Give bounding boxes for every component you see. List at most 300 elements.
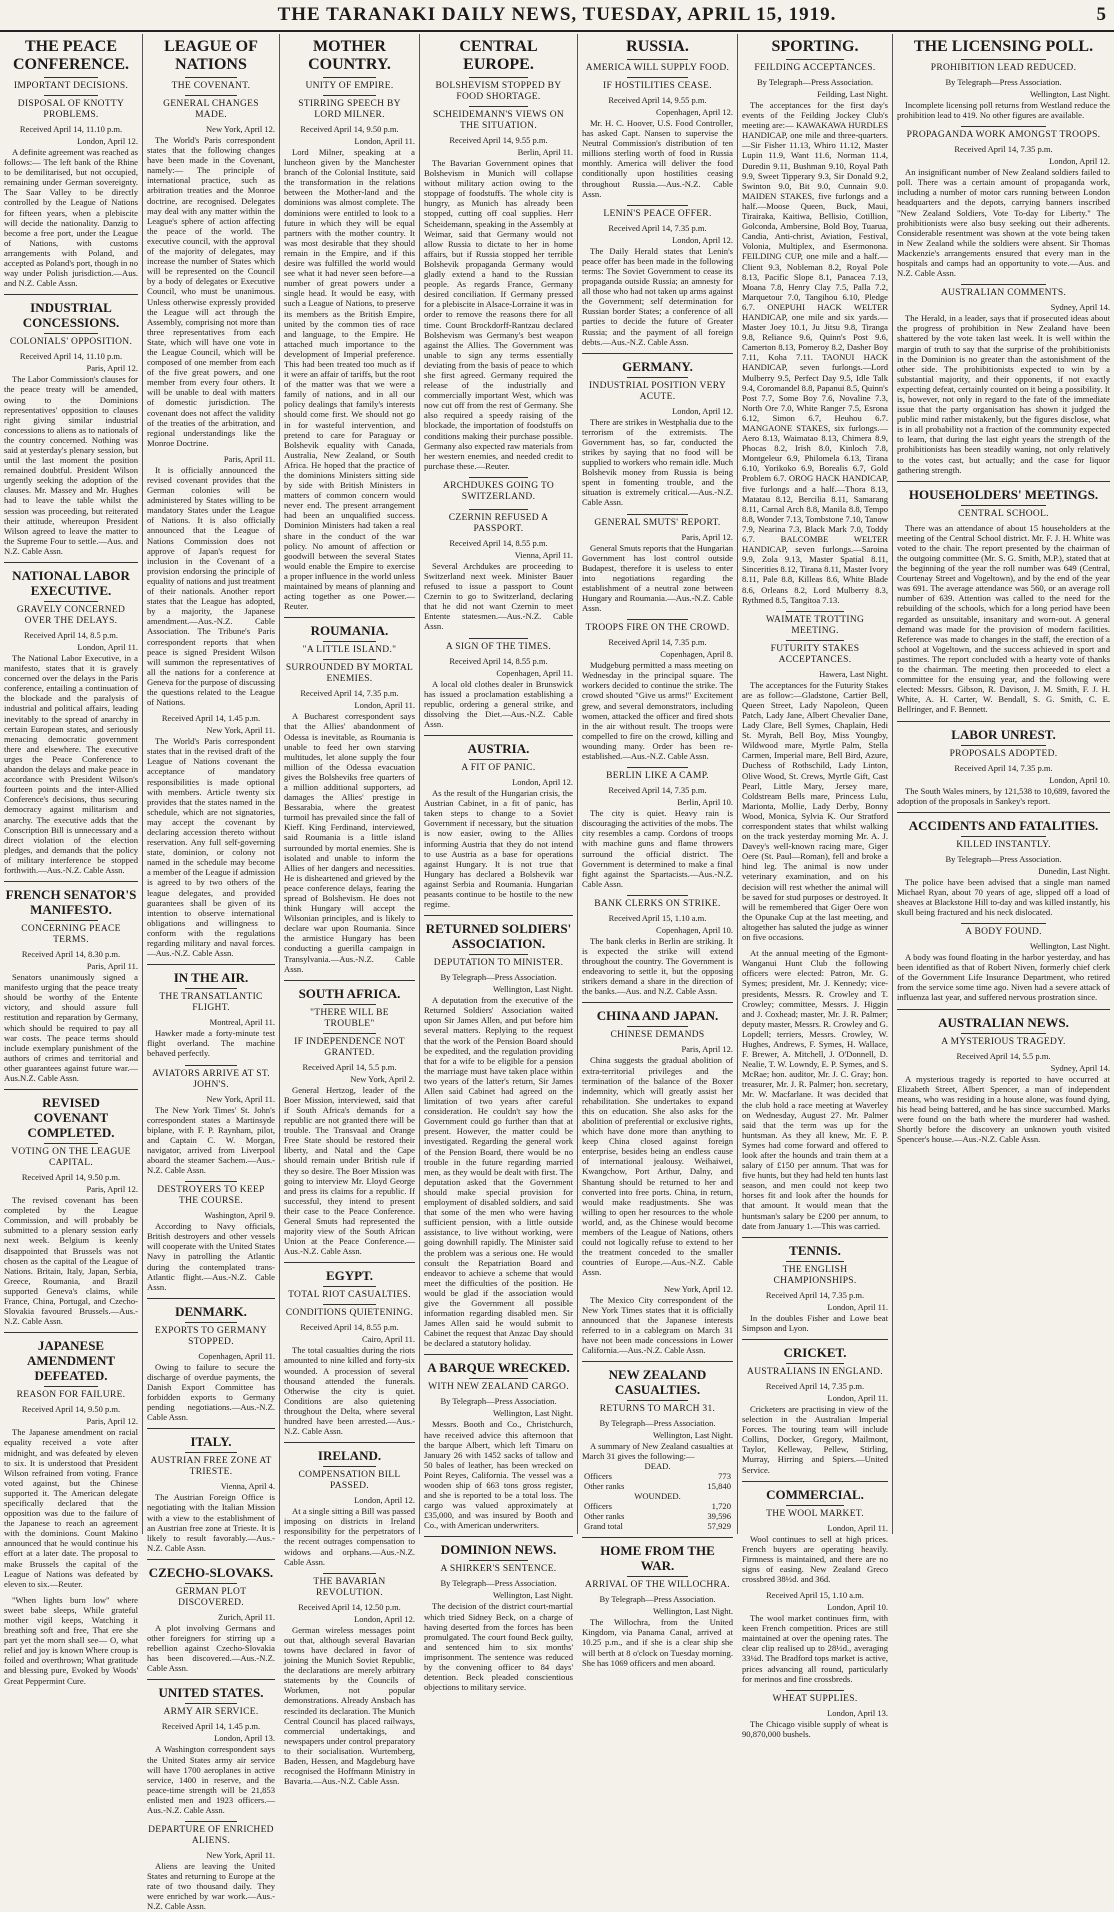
column-1 xyxy=(0,34,143,1686)
article-body: The Austrian Foreign Office is negotiating with the Italian Mission with a view to the establishment of an Austrian free zone at Trieste. It is likely to result favorably.—Aus.-N.Z. Cable Assn. xyxy=(147,1492,275,1553)
article-place: Sydney, April 14. xyxy=(1050,302,1110,313)
article-subhead: DEPUTATION TO MINISTER. xyxy=(433,958,564,969)
casualty-group-row xyxy=(582,1491,733,1501)
masthead-title: THE TARANAKI DAILY NEWS, TUESDAY, APRIL 15, 1919. xyxy=(277,4,837,25)
article-place: Copenhagen, April 11. xyxy=(198,1350,275,1361)
article-place: Zurich, April 11. xyxy=(218,1611,275,1622)
section-divider xyxy=(582,1361,733,1362)
article-headline: HOUSEHOLDERS' MEETINGS. xyxy=(908,486,1099,502)
rule-divider xyxy=(786,1261,844,1262)
article-subhead: PROHIBITION LEAD REDUCED. xyxy=(930,63,1077,73)
article-subhead: RETURNS TO MARCH 31. xyxy=(599,1404,716,1415)
article-place: Wellington, Last Night. xyxy=(1029,941,1110,952)
article-body: The World's Paris correspondent states that in the revised draft of the League of Nations covenant the acceptance of mandatory responsibilities is made optional with members. Article twenty six provides that the states named in the schedule, which are not signatories, may accept the covenant by declaring accession thereto without reservation. Any full self-governing state, dominion, or colony not named in the schedule may become a member of the League if admission is agreed to by two others of the league delegates, and provided guarantees shall be given of its intention to observe international obligations and willingness to conform with the regulations regarding military and naval forces.—Aus.-N.Z. Cable Assn. xyxy=(147,736,275,959)
article-subhead: SURROUNDED BY MORTAL ENEMIES. xyxy=(285,663,414,685)
casualty-row xyxy=(582,1471,733,1481)
article xyxy=(742,611,888,942)
column-6 xyxy=(738,34,893,1739)
article-subhead: TOTAL RIOT CASUALTIES. xyxy=(288,1290,411,1301)
article-headline: RETURNED SOLDIERS' ASSOCIATION. xyxy=(425,921,572,952)
article-headline: DOMINION NEWS. xyxy=(440,1542,557,1558)
article xyxy=(582,895,733,997)
article xyxy=(284,980,415,1257)
article-subhead: AUSTRALIANS IN ENGLAND. xyxy=(747,1366,883,1377)
article-subhead: GRAVELY CONCERNED OVER THE DELAYS. xyxy=(16,605,126,626)
article-body: Aliens are leaving the United States and returning to Europe at the rate of two thousand daily. They were enriched by war work.—Aus.-N.Z. Cable Assn. xyxy=(147,1861,275,1912)
rule-divider xyxy=(961,505,1046,506)
article-body: At the annual meeting of the Egmont-Wanganui Hunt Club the following officers were elected: Patron, Mr. G. Symes; president, Mr. J. Kennedy; vice-presidents, Messrs. R. Crowley and T. Crowley; committee, Messrs. J. Higgin and J. Coxhead; master, Mr. J. R. Palmer; deputy master, Messrs. R. Crowley and G. Lopdell; terriers, Messrs. Crowley, W. Hughes, Andrews, F. Symes, H. Wallace, F. Brewer, A. Mitchell, J. O'Donnell, D. Nealie, T. W. Lowndy, E. P. Symes, and S. McRae; hon. auditor, Mr. J. C. Gray; hon. treasurer, Mr. J. R. Palmer; hon. secretary, Mr. W. Macfarlane. It was decided that the club hold a race meeting at Waverley on Wednesday, August 27. Mr. Palmer said that the term was up for the huntsman. As they all knew, Mr. F. P. Symes had come forward and offered to look after the hounds and train them at a salary of £150 per annum. That was for five hunts, but they had held ten hunts last season, and men could not keep two horses fit and look after the hounds for that amount. It would mean that the huntsman's salary be £200 per annum, to date from January 1.—This was carried. xyxy=(742,948,888,1231)
rule-divider xyxy=(323,1033,375,1034)
article xyxy=(582,619,733,761)
rule-divider xyxy=(469,509,529,510)
article-subhead: REASON FOR FAILURE. xyxy=(16,1390,126,1401)
section-divider xyxy=(742,1237,888,1238)
article xyxy=(424,638,573,729)
article-headline: COMMERCIAL. xyxy=(766,1486,864,1502)
article xyxy=(897,923,1110,1002)
section-divider xyxy=(4,1089,138,1090)
article-place: Wellington, Last Night. xyxy=(652,1606,733,1617)
article-place: London, April 12. xyxy=(354,1495,415,1506)
article-body: The Chicago visible supply of wheat is 90,870,000 bushels. xyxy=(742,1718,888,1739)
article-headline: ITALY. xyxy=(190,1434,232,1450)
article xyxy=(424,477,573,503)
article xyxy=(4,881,138,1083)
article-subhead: AVIATORS ARRIVE AT ST. JOHN'S. xyxy=(152,1068,270,1090)
article-place: London, April 12. xyxy=(1049,156,1110,167)
article-dateline: Received April 14, 8.5 p.m. xyxy=(24,630,118,640)
article-place: Copenhagen, April 12. xyxy=(656,107,733,117)
article xyxy=(582,38,733,199)
section-divider xyxy=(147,1428,275,1429)
article-place: London, April 12. xyxy=(672,234,733,245)
article-body: Incomplete licensing poll returns from Westland reduce the prohibition lead to 419. No other figures are available. xyxy=(897,100,1110,121)
article-dateline: Received April 14, 7.35 p.m. xyxy=(300,688,399,699)
casualty-value: 15,840 xyxy=(707,1481,731,1492)
article-body: Mudgeburg permitted a mass meeting on Wednesday in the principal square. The workers decided to continue the strike. The crowd shouted "Give us arms!" Excitement grew, and several demonstrators, including women, attacked the officer and fired shots in the air without result. The troops were compelled to fire on the crowd, killing and wounding many. Order has been re-established.—Aus.-N.Z. Cable Assn. xyxy=(582,660,733,762)
article-subhead: SCHEIDEMANN'S VIEWS ON THE SITUATION. xyxy=(432,110,565,131)
article-dateline: Received April 14, 8.55 p.m. xyxy=(449,537,548,548)
article-headline: THE PEACE CONFERENCE. xyxy=(12,38,129,73)
article xyxy=(147,964,275,1058)
rule-divider xyxy=(627,59,687,60)
article-headline: TENNIS. xyxy=(789,1242,841,1258)
article-body: The decision of the district court-martial which tried Sidney Beck, on a charge of having deserted from the forces has been promulgated. The court found Beck guilty, and sentenced him to six months' imprisonment. The sentence was reduced by the convening officer to 84 days' detention. Beck pleaded conscientious objections to military service. xyxy=(424,1601,573,1693)
article-place: Paris, April 12. xyxy=(86,1416,138,1427)
article-body: The Labor Commission's clauses for the peace treaty will be amended, owing to the Dominions representatives' opposition to clauses right giving similar industrial concessions to aliens as to nationals of the country concerned. Nothing was said at yesterday's plenary session, but until the last moment the position remained doubtful. President Wilson urgently seeking the adoption of the clauses. Mr. Massey and Mr. Hughes had to leave the table whilst the session was proceeding, but reiterated their attitude, whereupon President Wilson agreed to leave the matter to the Supreme Four to settle.—Aus. and N.Z. Cable Assn. xyxy=(4,374,138,556)
article-place: London, April 12. xyxy=(672,405,733,416)
article-body: Mr. H. C. Hoover, U.S. Food Controller, has asked Capt. Nansen to supervise the Neutral Commission's distribution of ten millions sterling worth of food in Russia monthly. America will deliver the food conditionally upon hostilities ceasing throughout Russia.—Aus.-N.Z. Cable Assn. xyxy=(582,118,733,199)
article-subhead: THE BAVARIAN REVOLUTION. xyxy=(313,1576,386,1598)
article-place: New York, April 11. xyxy=(206,725,275,736)
article-subhead: STIRRING SPEECH BY LORD MILNER. xyxy=(298,99,401,120)
rule-divider xyxy=(961,284,1046,285)
article-place: Sydney, April 14. xyxy=(1050,1062,1110,1073)
article xyxy=(582,1361,733,1531)
rule-divider xyxy=(323,1286,375,1287)
casualty-name: Officers xyxy=(584,1471,612,1482)
article-subhead: THE ENGLISH CHAMPIONSHIPS. xyxy=(773,1264,857,1286)
article-subhead: CONDITIONS QUIETENING. xyxy=(285,1308,414,1319)
article-subhead: A SIGN OF THE TIMES. xyxy=(445,641,552,652)
rule-divider xyxy=(627,377,687,378)
article-body: A local old clothes dealer in Brunswick has issued a proclamation establishing a republic, ordering a general strike, and dissolving the Diet.—Aus.-N.Z. Cable Assn. xyxy=(424,678,573,729)
article xyxy=(424,1536,573,1692)
article xyxy=(742,38,888,605)
rule-divider xyxy=(469,77,529,78)
article xyxy=(742,1690,888,1739)
article-body: The World's Paris correspondent states that the following changes have been made in the Covenant, namely:— The principle of international practice, such as arbitration treaties and the Monroe doctrine, are recognised. Delegates may deal with any matter within the League's sphere of action affecting the peace of the world. The executive council, with the approval of the majority of delegates, may increase the number of States which will be represented on the Council by a body of delegates or Executive Council, who must be unanimous. Unless otherwise expressly provided the League will act through the Assembly, comprising not more than three representatives from each State, which will have one vote in the League Council, which will be composed of one member from each of the five great powers, and one member from every four others. It will be unable to deal with matters of domestic jurisdiction. The covenant does not affect the validity of the treaties of the arbitration, and regional understandings like the Monroe Doctrine. xyxy=(147,135,275,448)
article-body: The Bavarian Government opines that Bolshevism in Munich will collapse without military action owing to the stoppage of foodstuffs. The whole city is hungry, as Munich has already been stopped, cutting off coal supplies. Herr Scheidemann, speaking in the Assembly at Weimar, said that Germany would not allow Russia to dictate to her in home affairs, but if Russia stopped her terrible Bolshevik propaganda Germany would gladly extend a hand to the Russian people. As regards France, Germany desired conciliation. If Germany pressed for a plebiscite in Alsace-Lorraine it was in order to remove the reasons there for all time. Count Brockdorff-Rantzau declared Bolshevism was Germany's best weapon against the Allies. The Government was unable to sign any terms essentially deviating from the basis of peace to which she first agreed. Germany required the release of the industrially and commercially important West, which was now cut off from the rest of Germany. She also required a speedy raising of the blockade, the importation of foodstuffs on conditions making their purchase possible. Germany also expected raw materials from her western enemies, and needed credit to purchase these.—Reuter. xyxy=(424,158,573,471)
rule-divider xyxy=(627,77,687,78)
article-subhead: CHINESE DEMANDS xyxy=(610,1030,705,1041)
article xyxy=(4,562,138,875)
article-subhead: WAIMATE TROTTING MEETING. xyxy=(765,614,865,636)
article-body: A body was found floating in the harbor yesterday, and has been identified as that of Robert Niven, formerly chief clerk of the Government Life Insurance Department, who retired from the service some time ago. Niven had a severe attack of influenza last year, and suffered nervous prostration since. xyxy=(897,952,1110,1003)
article xyxy=(147,1065,275,1176)
rule-divider xyxy=(786,640,844,641)
article-place: Cairo, April 11. xyxy=(361,1334,415,1345)
article-place: Berlin, April 10. xyxy=(677,797,733,808)
article-place: Copenhagen, April 8. xyxy=(660,649,733,660)
article-subhead: WHEAT SUPPLIES. xyxy=(772,1693,858,1704)
article-place: London, April 13. xyxy=(827,1707,888,1718)
casualty-row xyxy=(582,1501,733,1511)
article xyxy=(147,1679,275,1815)
article xyxy=(742,1590,888,1684)
article-dateline: Received April 14, 5.5 p.m. xyxy=(956,1050,1051,1061)
article-place: London, April 10. xyxy=(827,1602,888,1613)
article xyxy=(4,1089,138,1326)
article-subhead: A MYSTERIOUS TRAGEDY. xyxy=(941,1036,1066,1047)
article-body: Lord Milner, speaking at a luncheon given by the Manchester branch of the Colonial Institute, said the transformation in the relations between the Mother-land and the dominions was almost complete. The dominions were entitled to look to a future in which they will be equal partners with the mother country. It was most desirable that they should remain in the Empire, and if this desire was fulfilled the world would see what it had never seen before—a number of great powers under a single head. It would be easy, with such a League of Nations, to preserve its members as the British Empire, united by the common ties of race and language, to the Empire. He attached much importance to the development of Imperial preference. This had been treated too much as if it were an affair of tariffs, but the root of the matter was that we were a family of nations, and in all our policy dealings that family's interests should come first. We should not go in for wasteful intervention, and pretend to care for Paraguay or Bolshevik equality with Canada, Australia, New Zealand, or South Africa. He hoped that the practice of the dominions Ministers sitting side by side with British Ministers in matters of common concern would never end. The present arrangement had been an unqualified success. Dominion Ministers had taken a real share in the conduct of the war policy. No amount of affection or goodwill between the several States would enable the Empire to exercise a proper influence in the world unless maintained by means of planning and acting together as one Power.—Reuter. xyxy=(284,147,415,612)
article-dateline: Received April 14, 9.50 p.m. xyxy=(21,1404,121,1415)
article-dateline: By Telegraph—Press Association. xyxy=(945,77,1062,87)
article-body: The city is quiet. Heavy rain is discouraging the activities of the mobs. The city resembles a camp. Cordons of troops with machine guns and flame throwers surround the official district. The Government is determined to make a final fight against the Spartacists.—Aus.-N.Z. Cable Assn. xyxy=(582,808,733,889)
section-divider xyxy=(424,1536,573,1537)
article-body: The acceptances for the first day's events of the Feilding Jockey Club's meeting are:— KAWAKAWA HURDLES HANDICAP, one mile and three-quarters.—Sir Fisher 11.13, Whiro 11.12, Master Lupin 11.9, Want 11.6, Norman 11.4, Duredin 9.11, Bushman 9.10, Royal Path 9.9, Sweet Tipperary 9.3, Sir Donald 9.2, Swinton 9.0, Bit 9.0, Cunnain 9.0. MAIDEN STAKES, five furlongs and a half.—Moose Queen, Buck, Maui, Tirairaka, Kaitiwa, Bellisio, Cotillion, Golconda, Ambersine, Bold Boy, Tuarua, Candia, Anti-christ, Aviation, Festival, Volonia, Multiplex, and Esermonona. FEILDING CUP, one mile and a half.—Client 9.3, Nobleman 8.2, Royal Pole 8.13, Pacific Slope 8.1, Panacea 7.13, Moana 7.8, Henry Clay 7.5, Palla 7.2, Marquetour 7.0, Tangihou 6.10, Pledge 6.7. ONEPUHI HACK WELTER HANDICAP, one mile and six yards.—Master Joey 10.1, Ju Jitsu 9.8, Tiranga 9.8, Reliance 9.6, Quinn's Post 9.6, Camerton 8.13, Pomeroy 8.2, Dasher Boy 7.11, Koha 7.11. TAONUI HACK HANDICAP, seven furlongs.—Lord Mulberry 9.5, Perfect Day 9.5, Idle Talk 9.4, Coromandel 8.8, Papanui 8.5, Quinn's Post 7.7, Some Boy 7.6, Novaline 7.3, North Ore 7.0, White Ranger 7.5, Esrona 6.12, Simon 6.7, Heuhou 6.7. MANGAONE STAKES, six furlongs.—Aero 8.13, Waimatao 8.13, Chimera 8.9, Phocas 8.2, Irish 8.0, Kinloch 7.8, Montgeleur 6.9, Philomela 6.13, Tirana 6.10, Yorikoko 6.9, Borealis 6.7, Gold Problem 6.7. OROG HACK HANDICAP, five furlongs and a half.—Thora 8.13, Matatau 8.12, Bercilia 8.11, Samarang 8.11, Carnal Arch 8.8, Manila 8.8, Tempo 8.8, Wonder 7.13, Tombstone 7.10, Tanow 7.9, Nearina 7.3, Black Mark 7.0, Toddy 6.7. BALCOMBE WELTER HANDICAP, seven furlongs.—Saroina 9.9, Zola 9.13, Master Spatial 8.11, Sincerities 8.12, Tirana 8.11, Master Ivory 8.11, Pale 8.8, Killeas 8.6, White Blade 8.6, Orleans 8.2, Lord Mulberry 8.3, Rythmed 8.5, Tangitoa 7.13. xyxy=(742,100,888,605)
rule-divider xyxy=(786,59,844,60)
rule-divider xyxy=(44,601,98,602)
rule-divider xyxy=(961,836,1046,837)
section-divider xyxy=(284,1262,415,1263)
article-place: Berlin, April 11. xyxy=(517,147,573,157)
article-place: London, April 11. xyxy=(827,1522,888,1533)
article-body: Senators unanimously signed a manifesto urging that the peace treaty should be worthy of the Entente victory, and should assure full restitution and reparation by Germany, which should be required to pay all war costs. The peace terms should include exemplary punishment of the authors of crimes and territorial and other guarantees against future war.—Aus.N.Z. Cable Assn. xyxy=(4,972,138,1083)
article xyxy=(582,1002,733,1277)
rule-divider xyxy=(469,1378,529,1379)
article xyxy=(742,1339,888,1475)
section-divider xyxy=(742,1339,888,1340)
article-body: General Smuts reports that the Hungarian Government has lost control outside Budapest, therefore it is useless to enter into negotiations regarding the establishment of a neutral zone between Hungary and Roumania.—Aus.-N.Z. Cable Assn. xyxy=(582,542,733,614)
article-subhead: THE WOOL MARKET. xyxy=(766,1508,864,1519)
rule-divider xyxy=(44,95,98,96)
article-dateline: Received April 14, 7.35 p.m. xyxy=(608,785,707,796)
rule-divider xyxy=(627,619,687,620)
article-subhead: AUSTRIAN FREE ZONE AT TRIESTE. xyxy=(150,1456,272,1478)
rule-divider xyxy=(323,641,375,642)
article-subhead: IMPORTANT DECISIONS. xyxy=(13,81,129,91)
rule-divider xyxy=(323,77,375,78)
article xyxy=(284,1262,415,1436)
article-body: The National Labor Executive, in a manifesto, states that it is gravely concerned over the delays in the Paris conference, entailing a continuation of the blockade and the paralysis of industrial and political affairs, leading inevitably to the spread of anarchy in certain European states, and seriously menacing democratic government there and elsewhere. The executive urges the Peace Conference to abandon the delays and make peace in accordance with President Wilson's fourteen points and the inter-Allied Conference's decisions, thus securing democracy against militarism and anarchy. The executive adds that the Conscription Bill is unnecessary and a direct violation of the election pledges, and demands that the policy of military interference be stopped forthwith.—Aus.-N.Z. Cable Assn. xyxy=(4,653,138,875)
article-headline: IRELAND. xyxy=(317,1448,382,1464)
article xyxy=(424,38,573,471)
rule-divider xyxy=(627,895,687,896)
article-subhead: EXPORTS TO GERMANY STOPPED. xyxy=(154,1325,268,1347)
article-place: London, April 12. xyxy=(354,1613,415,1624)
rule-divider xyxy=(185,1452,236,1453)
rule-divider xyxy=(786,1505,844,1506)
article-headline: A BARQUE WRECKED. xyxy=(427,1360,570,1376)
article-subhead: TROOPS FIRE ON THE CROWD. xyxy=(585,623,730,634)
article-headline: AUSTRALIAN NEWS. xyxy=(938,1014,1069,1030)
casualty-row xyxy=(582,1511,733,1521)
rule-divider xyxy=(786,1690,844,1691)
article-body: A mysterious tragedy is reported to have occurred at Elizabeth Street, Albert Spencer, a man of independent means, who was residing in a house alone, was found dying, his head being battered, and he has since succumbed. Marks were found on the bath where the murderer had washed. Shortly before the discovery an unknown youth visited Spencer's house.—Aus.-N.Z. Cable Assn. xyxy=(897,1073,1110,1145)
article-body: The total casualties during the riots amounted to nine killed and forty-six wounded. A procession of several thousand attended the funerals. Otherwise the city is quiet. Conditions are also quietening throughout the Delta, where several hundred have been arrested.—Aus.-N.Z. Cable Assn. xyxy=(284,1345,415,1437)
article-place: London, April 11. xyxy=(827,1392,888,1403)
casualty-group-label: WOUNDED. xyxy=(634,1491,681,1502)
section-divider xyxy=(4,881,138,882)
rule-divider xyxy=(44,1386,98,1387)
article-place: Wellington, Last Night. xyxy=(492,1408,573,1419)
column-2 xyxy=(143,34,280,1912)
article-dateline: Received April 14, 7.35 p.m. xyxy=(954,144,1053,155)
article-place: London, April 13. xyxy=(214,1733,275,1744)
rule-divider xyxy=(44,920,98,921)
article-place: Paris, April 12. xyxy=(681,531,733,542)
article-subhead: INDUSTRIAL POSITION VERY ACUTE. xyxy=(588,380,727,402)
article-headline: FRENCH SENATOR'S MANIFESTO. xyxy=(5,887,137,918)
rule-divider xyxy=(185,95,236,96)
article-subhead: "A LITTLE ISLAND." xyxy=(302,645,397,656)
rule-divider xyxy=(469,954,529,955)
article-dateline: Received April 14, 9.55 p.m. xyxy=(608,95,707,105)
article-subhead: CENTRAL SCHOOL. xyxy=(958,508,1049,519)
article-dateline: By Telegraph—Press Association. xyxy=(440,972,557,983)
article-place: Paris, April 12. xyxy=(86,363,138,374)
article-subhead: GERMAN PLOT DISCOVERED. xyxy=(175,1586,247,1608)
article-dateline: Received April 14, 5.5 p.m. xyxy=(302,1061,397,1072)
article xyxy=(147,1298,275,1423)
article-headline: CHINA AND JAPAN. xyxy=(596,1008,719,1024)
article-headline: ACCIDENTS AND FATALITIES. xyxy=(908,817,1099,833)
article-subhead: AUSTRALIAN COMMENTS. xyxy=(940,288,1067,299)
article xyxy=(897,38,1110,120)
article-body: The Daily Herald states that Lenin's peace offer has been made in the following terms: The Soviet Government to cease its propaganda outside Russia; an amnesty for all those who had not taken up arms against the Government; self determination for Russian border States; a conference of all parties to decide the future of Greater Russia; and the payment of all foreign debts.—Aus.-N.Z. Cable Assn. xyxy=(582,245,733,347)
section-divider xyxy=(4,1332,138,1333)
article-subhead: CONCERNING PEACE TERMS. xyxy=(21,924,121,946)
article xyxy=(582,1284,733,1356)
article xyxy=(147,1821,275,1911)
article-headline: CRICKET. xyxy=(783,1344,847,1360)
article xyxy=(284,38,415,611)
article-body: In the doubles Fisher and Lowe beat Simpson and Lyon. xyxy=(742,1312,888,1333)
article-body: A plot involving Germans and other foreigners for stirring up a rebellion against Czecho-Slovakia has been discovered.—Aus.-N.Z. Cable Assn. xyxy=(147,1622,275,1674)
article xyxy=(897,721,1110,806)
article-body: As the result of the Hungarian crisis, the Austrian Cabinet, in a fit of panic, has taken steps to change to a Soviet Government if necessary, but the situation is now easier, owing to the Allies informing Austria that they do not intend to use Austria as a base for operations against Hungary. It is not true that Hungary has declared a Bolshevik war against Serbia and Roumania. Hungarian peasants continue to be hostile to the new regime. xyxy=(424,788,573,910)
section-divider xyxy=(897,1009,1110,1010)
article xyxy=(582,205,733,347)
article-place: Washington, April 9. xyxy=(204,1210,275,1221)
article-headline: MOTHER COUNTRY. xyxy=(308,38,391,73)
article-dateline: By Telegraph—Press Association. xyxy=(945,853,1062,864)
rule-divider xyxy=(185,1703,236,1704)
rule-divider xyxy=(185,1821,236,1822)
rule-divider xyxy=(961,126,1046,127)
article-subhead: CZERNIN REFUSED A PASSPORT. xyxy=(448,512,549,534)
article-place: Wellington, Last Night. xyxy=(1029,89,1110,99)
article-place: London, April 10. xyxy=(1049,774,1110,785)
column-5 xyxy=(578,34,738,1668)
article-subhead: COMPENSATION BILL PASSED. xyxy=(298,1470,401,1492)
article xyxy=(424,915,573,1348)
article-dateline: Received April 14, 11.10 p.m. xyxy=(19,351,123,362)
article-place: London, April 11. xyxy=(77,642,138,652)
article xyxy=(582,514,733,614)
article-place: Wellington, Last Night. xyxy=(492,1590,573,1601)
rule-divider xyxy=(44,77,98,78)
article-place: Paris, April 12. xyxy=(86,1184,138,1195)
article-place: London, April 11. xyxy=(354,700,415,711)
article-subhead: LENIN'S PEACE OFFER. xyxy=(603,208,712,219)
rule-divider xyxy=(185,1065,236,1066)
rule-divider xyxy=(627,205,687,206)
section-divider xyxy=(147,1559,275,1560)
article xyxy=(147,1559,275,1673)
article-place: Paris, April 11. xyxy=(223,453,275,464)
article-dateline: Received April 14, 9.50 p.m. xyxy=(21,1172,121,1183)
article-body: The Herald, in a leader, says that if prosecuted ideas about the progress of prohibition in New Zealand have been shattered by the vote taken last week. It is well within the margin of truth to say that the surprise of the prohibitionists in the Dominion is no greater than the astonishment of the other side. The prohibitionists expected to win by a substantial majority, and their opponents, if not exactly expecting defeat, certainly counted on it being a possibility. It is, however, not only in regard to the fate of the immediate issue that the party organisation has shown it judged the public mind rather mistakenly, but the figures disclose, what is in all probability not a fraction of the community expected to learn, that during the last eight years the strength of the prohibitionists has been steadily waning, not only relatively to the votes cast, but actually; and the case for liquor gathering strength. xyxy=(897,313,1110,475)
article-dateline: By Telegraph—Press Association. xyxy=(440,1578,557,1589)
article-dateline: Received April 15, 1.10 a.m. xyxy=(766,1590,864,1601)
rule-divider xyxy=(185,1583,236,1584)
article xyxy=(424,1354,573,1530)
article-headline: NEW ZEALAND CASUALTIES. xyxy=(608,1367,707,1398)
article-place: Feilding, Last Night. xyxy=(817,89,888,99)
article-place: London, April 11. xyxy=(827,1301,888,1312)
article xyxy=(4,294,138,556)
article-subhead: GENERAL CHANGES MADE. xyxy=(163,99,259,120)
article-body: Cricketers are practising in view of the selection in the Australian Imperial Forces. The touring team will include Collins, Docker, Gregory, Mailmont, Taylor, Kelleway, Pellew, Stirling, Murray, Hirring and Spiers.—United Service. xyxy=(742,1403,888,1475)
article xyxy=(582,353,733,508)
article-place: Dunedin, Last Night. xyxy=(1038,865,1110,876)
article-dateline: Received April 14, 7.35 p.m. xyxy=(765,1289,865,1300)
casualty-table xyxy=(582,1461,733,1531)
rule-divider xyxy=(961,745,1046,746)
article-headline: IN THE AIR. xyxy=(173,970,249,986)
article-dateline: By Telegraph—Press Association. xyxy=(756,77,874,87)
article-subhead: THE COVENANT. xyxy=(171,81,251,91)
casualty-name: Officers xyxy=(584,1501,612,1512)
rule-divider xyxy=(44,333,98,334)
rule-divider xyxy=(469,106,529,107)
rule-divider xyxy=(323,1304,375,1305)
article-body: There are strikes in Westphalia due to the terrorism of the extremists. The Government has, so far, conducted the strikes by saying that no food will be supplied to workers who remain idle. Much Bolshevik money from Russia is being spent in fomenting trouble, and the situation is extremely critical.—Aus.-N.Z. Cable Assn. xyxy=(582,416,733,508)
article-body: A summary of New Zealand casualties at March 31 gives the following:— xyxy=(582,1441,733,1462)
section-divider xyxy=(742,1481,888,1482)
article-headline: ROUMANIA. xyxy=(310,623,389,639)
article-headline: DENMARK. xyxy=(175,1303,247,1319)
article xyxy=(147,713,275,958)
section-divider xyxy=(897,481,1110,482)
article-headline: LEAGUE OF NATIONS xyxy=(164,38,258,73)
article-subhead: FUTURITY STAKES ACCEPTANCES. xyxy=(770,643,860,665)
article-body: "When lights burn low" where sweet babe sleeps, While grateful mother vigil keeps, Watching it breathing soft and free, That ere she part yet the morn shall see— O, what relief and joy is known Where croup is foiled and overthrown; What gratitude and blessing pure, Evoked by Woods' Great Peppermint Cure. xyxy=(4,1594,138,1686)
article-place: London, April 12. xyxy=(512,777,573,788)
casualty-value: 773 xyxy=(718,1471,731,1482)
rule-divider xyxy=(961,1033,1046,1034)
article-subhead: AMERICA WILL SUPPLY FOOD. xyxy=(585,63,730,73)
section-divider xyxy=(424,735,573,736)
rule-divider xyxy=(185,1181,236,1182)
article-dateline: Received April 14, 12.50 p.m. xyxy=(298,1601,401,1612)
section-divider xyxy=(4,562,138,563)
article-subhead: A SHIRKER'S SENTENCE. xyxy=(440,1564,557,1575)
article-body: German wireless messages point out that, although several Bavarian towns have declared in favor of joining the Munich Soviet Republic, the declarations are merely arbitrary statements by the Councils of Workmen, not popular demonstrations. Already Ansbach has rescinded its declaration. The Munich Central Council has placed railways, commercial undertakings, and newspapers under control preparatory to their socialisation. Wurtemberg, Baden, Hessen, and Magdeburg have recognised the Hoffmann Ministry in Bavaria.—Aus.-N.Z. Cable Assn. xyxy=(284,1624,415,1787)
article-subhead: PROPAGANDA WORK AMONGST TROOPS. xyxy=(906,130,1101,141)
section-divider xyxy=(284,617,415,618)
article xyxy=(897,284,1110,475)
article-headline: CZECHO-SLOVAKS. xyxy=(148,1564,274,1580)
article-subhead: WITH NEW ZEALAND CARGO. xyxy=(428,1382,569,1393)
rule-divider xyxy=(469,638,529,639)
article xyxy=(582,767,733,889)
article-body: The Mexico City correspondent of the New York Times states that it is officially announced that the Japanese interests referred to in a cablegram on March 31 have not been made concessions in Lower California.—Aus.-N.Z. Cable Assn. xyxy=(582,1294,733,1355)
article xyxy=(897,1009,1110,1145)
article-headline: NATIONAL LABOR EXECUTIVE. xyxy=(12,568,130,598)
article xyxy=(4,1595,138,1686)
article-headline: GERMANY. xyxy=(622,358,693,374)
article-body: The revised covenant has been completed by the League Commission, and will probably be submitted to a plenary session early next week. Belgium is keenly disappointed that Brussels was not chosen as the capital of the League of Nations. Britain, Italy, Japan, Serbia, Greece, Roumania, and Brazil supported Geneva's claims, while France, China, Portugal, and Czecho-Slovakia favoured Brussels.—Aus.-N.Z. Cable Assn. xyxy=(4,1195,138,1327)
article-body: The wool market continues firm, with keen French competition. Prices are still maintained at over the opening rates. The clear clip realised up to 28½d., averaging 33¼d. The Bradford tops market is active, prices advancing all round, particularly for merinos and fine crossbreds. xyxy=(742,1613,888,1684)
casualty-group-label: DEAD. xyxy=(644,1461,671,1472)
column-4 xyxy=(420,34,578,1693)
article-place: London, April 12. xyxy=(77,136,138,146)
rule-divider xyxy=(469,759,529,760)
article-dateline: By Telegraph—Press Association. xyxy=(599,1594,716,1605)
article-subhead: KILLED INSTANTLY. xyxy=(956,839,1051,850)
article-dateline: Received April 14, 9.50 p.m. xyxy=(300,124,399,134)
article xyxy=(897,812,1110,917)
section-divider xyxy=(897,721,1110,722)
article-body: The South Wales miners, by 121,538 to 10,689, favored the adoption of the proposals in Sankey's report. xyxy=(897,785,1110,806)
article-body: The Willochra, from the United Kingdom, via Panama Canal, arrived at 10.25 p.m., and if she is a clear ship she will berth at 8 o'clock on Tuesday morning. She has 1069 officers and men aboard. xyxy=(582,1617,733,1668)
article-subhead: DEPARTURE OF ENRICHED ALIENS. xyxy=(148,1825,274,1847)
article-place: Vienna, April 4. xyxy=(220,1481,275,1492)
article-subhead: BERLIN LIKE A CAMP. xyxy=(606,771,709,782)
article-body: According to Navy officials, British destroyers and other vessels will cooperate with the United States Navy in patrolling the Atlantic during the contemplated trans-Atlantic flight.—Aus.-N.Z. Cable Assn. xyxy=(147,1221,275,1292)
casualty-total-label: Grand total xyxy=(584,1521,623,1532)
article xyxy=(147,1428,275,1553)
article-subhead: ARRIVAL OF THE WILLOCHRA. xyxy=(585,1580,730,1591)
article-subhead: "THERE WILL BE TROUBLE" xyxy=(310,1007,389,1029)
rule-divider xyxy=(323,1466,375,1467)
article-headline: AUSTRIA. xyxy=(467,741,530,757)
section-divider xyxy=(424,1354,573,1355)
article-place: New York, April 12. xyxy=(206,124,275,134)
article-body: The police have been advised that a single man named Michael Ryan, about 70 years of age, slipped off a load of sheaves at Blackstone Hill to-day and was killed instantly, his skull being fractured and his neck dislocated. xyxy=(897,876,1110,917)
section-divider xyxy=(147,1679,275,1680)
column-3 xyxy=(280,34,420,1787)
article-subhead: ARMY AIR SERVICE. xyxy=(163,1707,259,1718)
article-place: Vienna, April 11. xyxy=(514,549,573,560)
article-body: Owing to failure to secure the discharge of overdue payments, the Danish Export Committee has forbidden exports to Germany pending negotiations.—Aus.-N.Z. Cable Assn. xyxy=(147,1361,275,1423)
casualty-total-value: 57,929 xyxy=(707,1521,731,1532)
section-divider xyxy=(284,980,415,981)
article xyxy=(897,126,1110,278)
